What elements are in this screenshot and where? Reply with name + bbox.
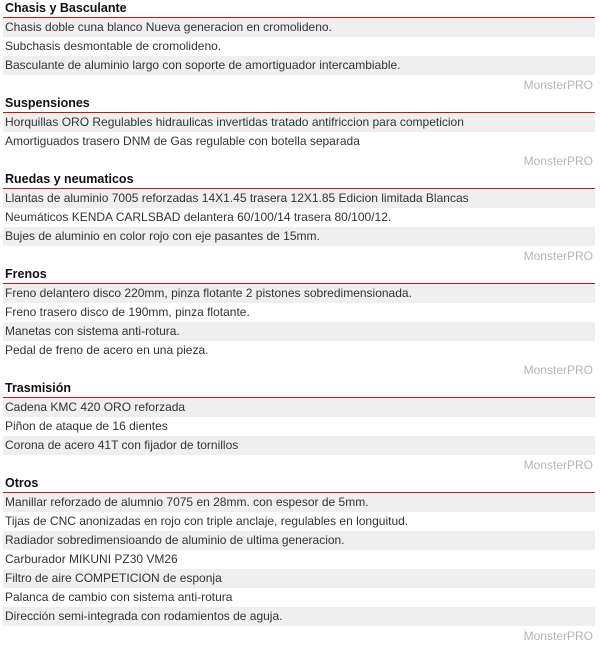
spec-row: Amortiguados trasero DNM de Gas regulable con botella separada — [3, 132, 595, 151]
spec-row: Horquillas ORO Regulables hidraulicas invertidas tratado antifriccion para competicion — [3, 113, 595, 132]
brand-label: MonsterPRO — [523, 458, 593, 472]
brand-label: MonsterPRO — [523, 154, 593, 168]
section-suspensiones — [3, 95, 595, 171]
spec-row: Radiador sobredimensioando de aluminio de ultima generacion. — [3, 531, 595, 550]
section-title: Trasmisión — [3, 380, 595, 398]
spec-row: Manillar reforzado de alumnio 7075 en 28mm. con espesor de 5mm. — [3, 493, 595, 512]
brand-label: MonsterPRO — [523, 249, 593, 263]
section-otros — [3, 475, 595, 646]
spec-row: Manetas con sistema anti-rotura. — [3, 322, 595, 341]
spec-row: Llantas de aluminio 7005 reforzadas 14X1.45 trasera 12X1.85 Edicion limitada Blancas — [3, 189, 595, 208]
spec-row: Cadena KMC 420 ORO reforzada — [3, 398, 595, 417]
section-title: Chasis y Basculante — [3, 0, 595, 18]
brand-label: MonsterPRO — [523, 629, 593, 643]
section-chasis — [3, 0, 595, 95]
spec-row: Tijas de CNC anonizadas en rojo con triple anclaje, regulables en longuitud. — [3, 512, 595, 531]
spec-row: Bujes de aluminio en color rojo con eje pasantes de 15mm. — [3, 227, 595, 246]
spec-row: Piñon de ataque de 16 dientes — [3, 417, 595, 436]
brand-label: MonsterPRO — [523, 78, 593, 92]
spec-row: Corona de acero 41T con fijador de tornillos — [3, 436, 595, 455]
spec-row: Chasis doble cuna blanco Nueva generacion en cromolideno. — [3, 18, 595, 37]
section-frenos — [3, 266, 595, 380]
section-ruedas — [3, 171, 595, 266]
spec-row: Filtro de aire COMPETICION de esponja — [3, 569, 595, 588]
spec-row: Neumáticos KENDA CARLSBAD delantera 60/100/14 trasera 80/100/12. — [3, 208, 595, 227]
brand-label: MonsterPRO — [523, 363, 593, 377]
spec-row: Pedal de freno de acero en una pieza. — [3, 341, 595, 360]
section-title: Otros — [3, 475, 595, 493]
spec-row: Palanca de cambio con sistema anti-rotura — [3, 588, 595, 607]
spec-row: Dirección semi-integrada con rodamientos de aguja. — [3, 607, 595, 626]
section-title: Ruedas y neumaticos — [3, 171, 595, 189]
spec-row: Freno delantero disco 220mm, pinza flotante 2 pistones sobredimensionada. — [3, 284, 595, 303]
spec-row: Carburador MIKUNI PZ30 VM26 — [3, 550, 595, 569]
spec-row: Freno trasero disco de 190mm, pinza flotante. — [3, 303, 595, 322]
section-trasmision — [3, 380, 595, 475]
spec-row: Basculante de aluminio largo con soporte de amortiguador intercambiable. — [3, 56, 595, 75]
section-title: Frenos — [3, 266, 595, 284]
spec-row: Subchasis desmontable de cromolideno. — [3, 37, 595, 56]
section-title: Suspensiones — [3, 95, 595, 113]
